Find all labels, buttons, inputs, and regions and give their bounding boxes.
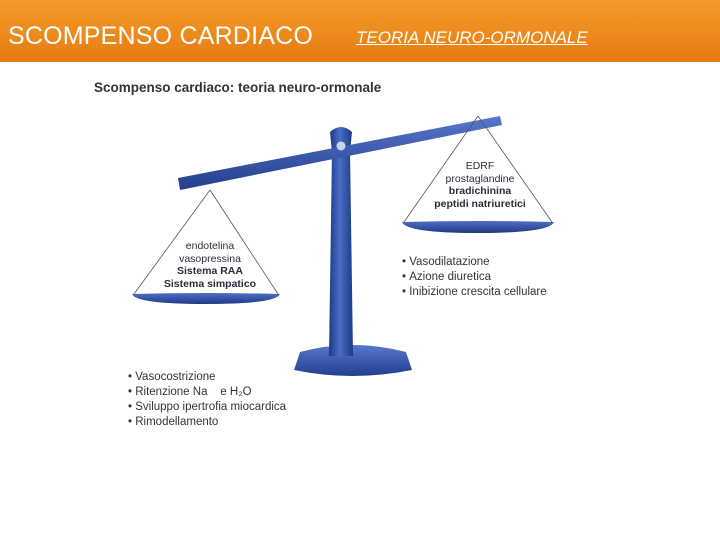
right-effects-list	[402, 255, 547, 300]
scale-pivot	[337, 142, 346, 151]
left-pan-item: Sistema simpatico	[163, 277, 257, 290]
right-effect-item: • Azione diuretica	[402, 270, 547, 285]
left-pan-label-list	[150, 240, 270, 290]
right-pan-label-list	[420, 160, 540, 210]
right-pan	[402, 221, 554, 233]
slide-title: SCOMPENSO CARDIACO	[8, 22, 314, 50]
right-pan-item: EDRF	[465, 160, 495, 172]
right-pan-item: prostaglandine	[445, 172, 515, 185]
left-effects-list	[128, 370, 286, 430]
right-pan-item: bradichinina	[448, 185, 512, 197]
left-pan	[132, 293, 280, 304]
left-effect-item: • Ritenzione Na e H₂O	[128, 385, 286, 400]
diagram-heading: Scompenso cardiaco: teoria neuro-ormonale	[94, 80, 382, 95]
left-effect-item: • Rimodellamento	[128, 415, 286, 430]
right-effect-item: • Vasodilatazione	[402, 255, 547, 270]
scale-base	[294, 345, 412, 376]
scale-pole	[329, 150, 353, 356]
left-pan-item: endotelina	[185, 240, 235, 252]
left-pan-item: vasopressina	[179, 252, 241, 265]
right-effect-item: • Inibizione crescita cellulare	[402, 285, 547, 300]
slide-subtitle: TEORIA NEURO-ORMONALE	[356, 28, 588, 47]
left-effect-item: • Vasocostrizione	[128, 370, 286, 385]
left-pan-item: Sistema RAA	[177, 265, 243, 277]
right-pan-item: peptidi natriuretici	[434, 197, 526, 210]
left-effect-item: • Sviluppo ipertrofia miocardica	[128, 400, 286, 415]
